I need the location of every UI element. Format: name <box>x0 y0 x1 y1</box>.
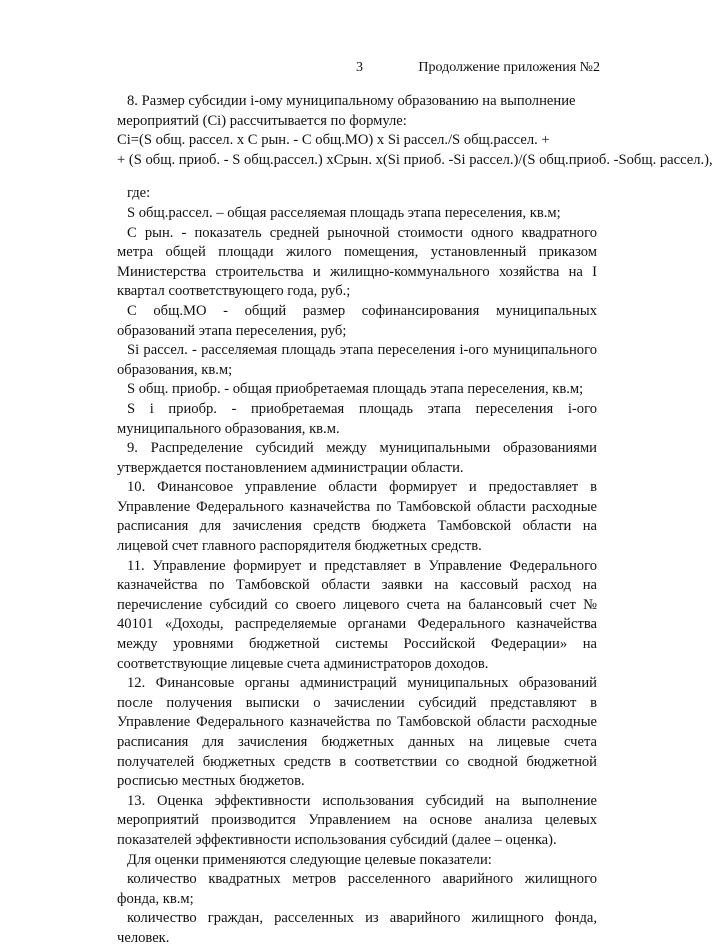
where-label: где: <box>127 185 151 202</box>
definition-item: С общ.МО - общий размер софинансирования муниципальных образований этапа переселения, руб; <box>117 302 597 339</box>
paragraph-13: 13. Оценка эффективности использования субсидий на выполнение мероприятий производится Управлением на основе анализа целевых показателей эффективности использования субсидий (далее – оценка). <box>117 792 597 848</box>
formula-line-1: Ci=(S общ. рассел. x C рын. - C общ.МО) x Si рассел./S общ.рассел. + <box>117 132 550 149</box>
definition-item: S i приобр. - приобретаемая площадь этапа переселения i-ого муниципального образования, кв.м. <box>117 400 597 437</box>
definition-item: Si рассел. - расселяемая площадь этапа переселения i-ого муниципального образования, кв.м; <box>117 342 597 378</box>
formula-line-2: + (S общ. приоб. - S общ.рассел.) xCрын. x(Si приоб. -Si рассел.)/(S общ.приоб. -Sобщ. рассел.), <box>117 151 713 168</box>
indicator-item: количество квадратных метров расселенного аварийного жилищного фонда, кв.м; <box>117 871 597 907</box>
indicator-item: количество граждан, расселенных из аварийного жилищного фонда, человек. <box>117 910 597 946</box>
paragraph-8-line1: 8. Размер субсидии i-ому муниципальному образованию на выполнение <box>127 93 576 109</box>
indicators-intro: Для оценки применяются следующие целевые показатели: <box>127 851 492 868</box>
appendix-header: Продолжение приложения №2 <box>418 60 600 75</box>
definition-item: C рын. - показатель средней рыночной стоимости одного квадратного метра общей площади жилого помещения, установленный приказом Министерства строительства и жилищно-коммунального хозяйства на I квартал соответствующего года, руб.; <box>117 224 597 300</box>
document-body <box>117 92 713 949</box>
definition-item: S общ.рассел. – общая расселяемая площадь этапа переселения, кв.м; <box>127 204 561 221</box>
paragraph-9: 9. Распределение субсидий между муниципальными образованиями утверждается постановлением администрации области. <box>117 440 597 476</box>
paragraph-12: 12. Финансовые органы администраций муниципальных образований после получения выписки о зачислении субсидий представляют в Управление Федерального казначейства по Тамбовской области расходные расписания для зачисления бюджетных данных на лицевые счета получателей бюджетных средств в соответствии со сводной бюджетной росписью местных бюджетов. <box>117 675 597 790</box>
spacer <box>117 170 597 184</box>
paragraph-11: 11. Управление формирует и представляет в Управление Федерального казначейства по Тамбовской области заявки на кассовый расход на перечисление субсидий со своего лицевого счета на балансовый счет № 40101 «Доходы, распределяемые органами Федерального казначейства между уровнями бюджетной системы Российской Федерации» на соответствующие лицевые счета администраторов доходов. <box>117 557 597 672</box>
paragraph-10: 10. Финансовое управление области формирует и предоставляет в Управление Федерального казначейства по Тамбовской области расходные расписания для зачисления средств бюджета Тамбовской области на лицевой счет главного распорядителя бюджетных средств. <box>117 479 597 555</box>
paragraph-8-line2: мероприятий (Ci) рассчитывается по формуле: <box>117 112 407 129</box>
definition-item: S общ. приобр. - общая приобретаемая площадь этапа переселения, кв.м; <box>127 381 584 398</box>
page-number: 3 <box>356 60 363 75</box>
